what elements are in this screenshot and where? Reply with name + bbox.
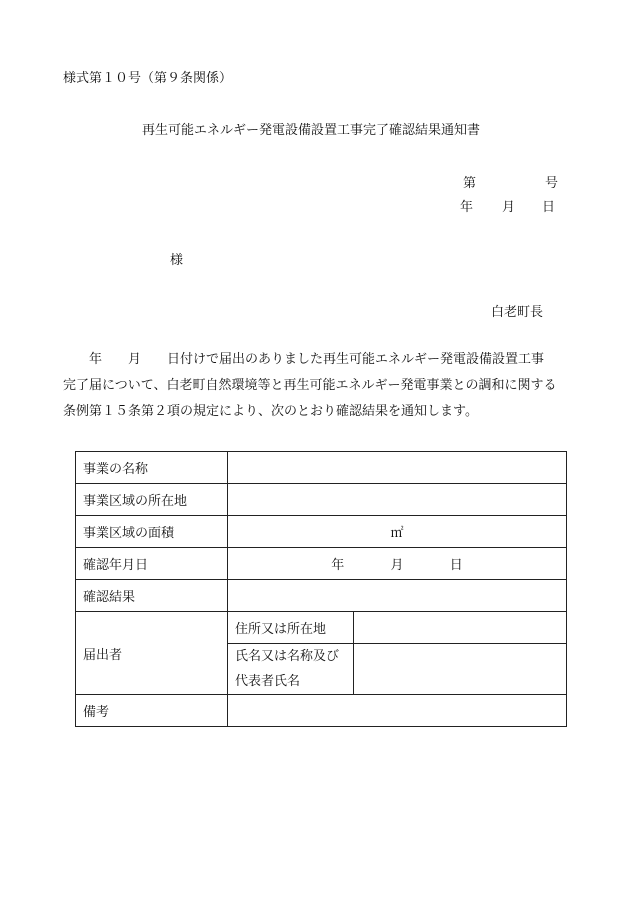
area-unit: ㎡ [390,526,404,541]
body-line-2: 完了届について、白老町自然環境等と再生可能エネルギー発電事業との調和に関する [63,378,557,393]
confirm-result-label: 確認結果 [76,580,228,612]
remarks-label: 備考 [76,695,228,727]
notifier-name-label [228,644,354,695]
table-row [76,695,567,727]
issue-date-day: 日 [542,200,556,215]
notifier-name-label-line-2: 代表者氏名 [235,674,301,689]
document-number-suffix: 号 [545,176,559,191]
notifier-address-label: 住所又は所在地 [228,612,354,644]
table-row [76,452,567,484]
issue-date-year: 年 [460,200,474,215]
table-row [76,548,567,580]
table-row [76,612,567,644]
business-location-label: 事業区域の所在地 [76,484,228,516]
confirm-result-value [228,580,567,612]
table-row [76,484,567,516]
confirm-date-label: 確認年月日 [76,548,228,580]
notifier-name-value [354,644,567,695]
business-area-value [228,516,567,548]
form-number: 様式第１０号（第９条関係） [63,71,233,86]
document-title: 再生可能エネルギー発電設備設置工事完了確認結果通知書 [142,123,481,138]
business-location-value [228,484,567,516]
confirm-date-value [228,548,567,580]
addressee: 様 [170,253,184,268]
notifier-label: 届出者 [76,612,228,695]
issuer: 白老町長 [491,305,544,320]
business-name-value [228,452,567,484]
notifier-address-value [354,612,567,644]
business-area-label: 事業区域の面積 [76,516,228,548]
table-row [76,580,567,612]
confirm-date-year: 年 [331,558,345,573]
body-line-1: 年 月 日付けで届出のありました再生可能エネルギー発電設備設置工事 [63,352,545,367]
confirm-date-day: 日 [449,558,463,573]
body-text [63,347,573,425]
business-name-label: 事業の名称 [76,452,228,484]
confirm-date-month: 月 [390,558,404,573]
body-line-3: 条例第１５条第２項の規定により、次のとおり確認結果を通知します。 [63,404,478,419]
confirmation-table [75,451,567,727]
document-number-prefix: 第 [463,176,477,191]
notifier-name-label-line-1: 氏名又は名称及び [235,649,340,664]
issue-date-month: 月 [502,200,516,215]
table-row [76,516,567,548]
remarks-value [228,695,567,727]
